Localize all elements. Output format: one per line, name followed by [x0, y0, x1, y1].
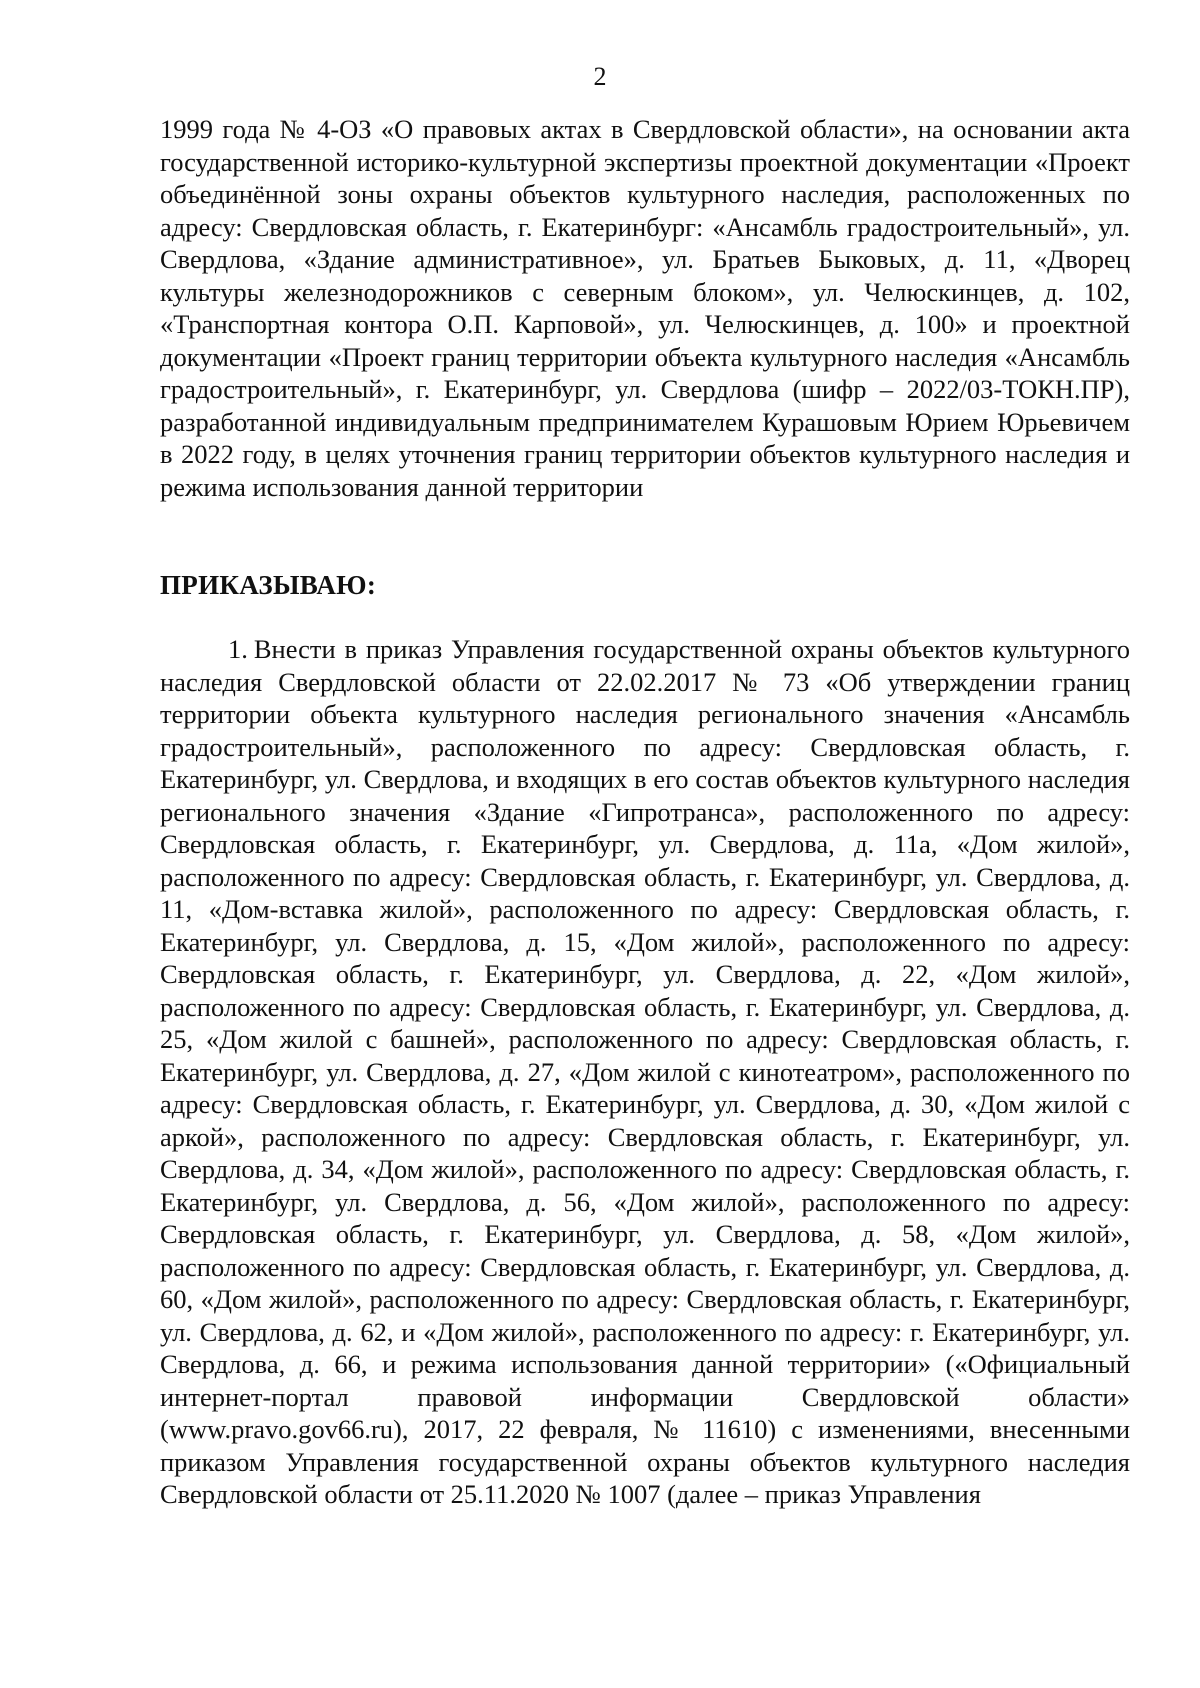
paragraph-preamble: 1999 года № 4-ОЗ «О правовых актах в Свердловской области», на основании акта государственной историко-культурной экспертизы проектной документации «Проект объединённой зоны охраны объектов культурного наследия, расположенных по адресу: Свердловская область, г. Екатеринбург: «Ансамбль градостроительный», ул. Свердлова, «Здание административное», ул. Братьев Быковых, д. 11, «Дворец культуры железнодорожников с северным блоком», ул. Челюскинцев, д. 102, «Транспортная контора О.П. Карповой», ул. Челюскинцев, д. 100» и проектной документации «Проект границ территории объекта культурного наследия «Ансамбль градостроительный», г. Екатеринбург, ул. Свердлова (шифр – 2022/03-ТОКН.ПР), разработанной индивидуальным предпринимателем Курашовым Юрием Юрьевичем в 2022 году, в целях уточнения границ территории объектов культурного наследия и режима использования данной территории [160, 114, 1130, 502]
order-heading: ПРИКАЗЫВАЮ: [160, 570, 377, 600]
page-number: 2 [593, 62, 607, 91]
paragraph-number: 1. [228, 634, 248, 664]
paragraph-item-1 [160, 633, 1130, 1511]
paragraph-item-1-text: Внести в приказ Управления государственной охраны объектов культурного наследия Свердловской области от 22.02.2017 № 73 «Об утверждении границ территории объекта культурного наследия регионального значения «Ансамбль градостроительный», расположенного по адресу: Свердловская область, г. Екатеринбург, ул. Свердлова, и входящих в его состав объектов культурного наследия регионального значения «Здание «Гипротранса», расположенного по адресу: Свердловская область, г. Екатеринбург, ул. Свердлова, д. 11а, «Дом жилой», расположенного по адресу: Свердловская область, г. Екатеринбург, ул. Свердлова, д. 11, «Дом-вставка жилой», расположенного по адресу: Свердловская область, г. Екатеринбург, ул. Свердлова, д. 15, «Дом жилой», расположенного по адресу: Свердловская область, г. Екатеринбург, ул. Свердлова, д. 22, «Дом жилой», расположенного по адресу: Свердловская область, г. Екатеринбург, ул. Свердлова, д. 25, «Дом жилой с башней», расположенного по адресу: Свердловская область, г. Екатеринбург, ул. Свердлова, д. 27, «Дом жилой с кинотеатром», расположенного по адресу: Свердловская область, г. Екатеринбург, ул. Свердлова, д. 30, «Дом жилой с аркой», расположенного по адресу: Свердловская область, г. Екатеринбург, ул. Свердлова, д. 34, «Дом жилой», расположенного по адресу: Свердловская область, г. Екатеринбург, ул. Свердлова, д. 56, «Дом жилой», расположенного по адресу: Свердловская область, г. Екатеринбург, ул. Свердлова, д. 58, «Дом жилой», расположенного по адресу: Свердловская область, г. Екатеринбург, ул. Свердлова, д. 60, «Дом жилой», расположенного по адресу: Свердловская область, г. Екатеринбург, ул. Свердлова, д. 62, и «Дом жилой», расположенного по адресу: г. Екатеринбург, ул. Свердлова, д. 66, и режима использования данной территории» («Официальный интернет-портал правовой информации Свердловской области» (www.pravo.gov66.ru), 2017, 22 февраля, № 11610) с изменениями, внесенными приказом Управления государственной охраны объектов культурного наследия Свердловской области от 25.11.2020 № 1007 (далее – приказ Управления [160, 634, 1130, 1509]
